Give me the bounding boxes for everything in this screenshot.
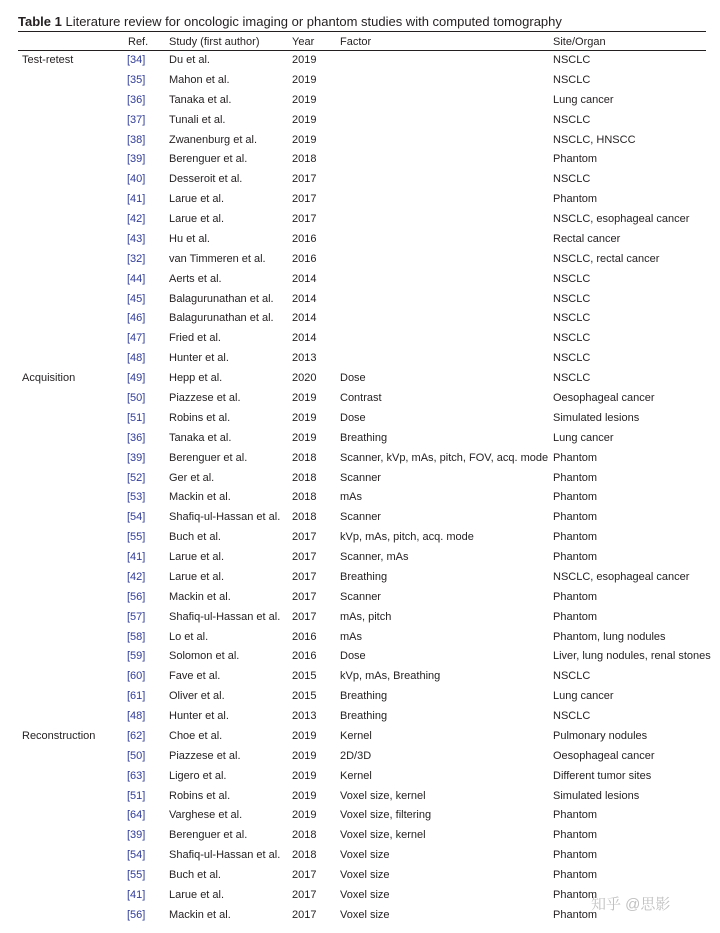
row-site: NSCLC (553, 710, 591, 722)
row-study: Mackin et al. (169, 590, 231, 603)
row-ref-link[interactable]: [48] (127, 352, 146, 365)
row-ref-link[interactable]: [32] (127, 252, 146, 265)
row-year: 2014 (292, 292, 317, 305)
row-factor: Kernel (340, 729, 372, 742)
row-site: NSCLC (553, 312, 591, 325)
row-year: 2019 (292, 431, 317, 444)
row-ref-link[interactable]: [38] (127, 133, 146, 146)
row-ref-link[interactable]: [51] (127, 789, 146, 802)
row-ref-link[interactable]: [63] (127, 769, 146, 782)
row-study: Tanaka et al. (169, 93, 232, 106)
row-site: NSCLC, rectal cancer (553, 252, 660, 265)
row-site: NSCLC (553, 54, 591, 66)
row-year: 2013 (292, 352, 317, 365)
column-header-study: Study (first author) (169, 36, 260, 48)
table-header-rule (18, 50, 706, 51)
row-year: 2017 (292, 590, 317, 603)
row-ref-link[interactable]: [50] (127, 392, 146, 404)
row-ref-link[interactable]: [64] (127, 809, 146, 822)
row-site: NSCLC (553, 173, 591, 186)
row-factor: Scanner (340, 471, 381, 484)
row-site: Liver, lung nodules, renal stones (553, 650, 711, 663)
row-factor: kVp, mAs, pitch, acq. mode (340, 531, 474, 544)
row-factor: Scanner, mAs (340, 551, 409, 563)
row-study: Larue et al. (169, 570, 225, 583)
row-site: Phantom (553, 491, 598, 504)
row-study: Larue et al. (169, 889, 225, 901)
row-study: Berenguer et al. (169, 829, 248, 842)
row-site: NSCLC (553, 372, 591, 385)
row-year: 2020 (292, 372, 317, 385)
row-year: 2016 (292, 630, 317, 643)
row-study: Mackin et al. (169, 908, 231, 921)
row-ref-link[interactable]: [40] (127, 173, 146, 186)
table-caption (18, 13, 562, 30)
row-year: 2019 (292, 809, 317, 822)
row-ref-link[interactable]: [41] (127, 889, 146, 901)
row-year: 2014 (292, 312, 317, 325)
row-site: Phantom (553, 829, 598, 842)
row-factor: mAs (340, 630, 362, 643)
row-site: Lung cancer (553, 93, 614, 106)
row-year: 2018 (292, 451, 317, 464)
table-top-rule (18, 31, 706, 32)
row-factor: Voxel size, filtering (340, 809, 432, 822)
row-study: Buch et al. (169, 869, 221, 882)
row-study: Balagurunathan et al. (169, 292, 274, 305)
row-year: 2018 (292, 849, 317, 862)
row-site: Rectal cancer (553, 232, 621, 245)
row-site: Phantom (553, 590, 598, 603)
row-site: Lung cancer (553, 431, 614, 444)
row-year: 2019 (292, 729, 317, 742)
column-header-site: Site/Organ (553, 36, 606, 48)
row-factor: Kernel (340, 769, 372, 782)
row-ref-link[interactable]: [48] (127, 710, 146, 722)
row-factor: Scanner (340, 590, 381, 603)
column-header-year: Year (292, 36, 315, 48)
row-study: Berenguer et al. (169, 451, 248, 464)
row-site: Phantom (553, 511, 598, 524)
row-study: Hunter et al. (169, 352, 229, 365)
row-study: Zwanenburg et al. (169, 133, 258, 146)
row-group-label: Reconstruction (22, 729, 96, 742)
row-site: Phantom (553, 531, 598, 544)
row-site: NSCLC (553, 73, 591, 86)
row-study: Piazzese et al. (169, 749, 241, 762)
row-year: 2017 (292, 908, 317, 921)
row-ref-link[interactable]: [46] (127, 312, 146, 325)
row-site: Phantom (553, 551, 598, 563)
row-study: Varghese et al. (169, 809, 243, 822)
row-year: 2018 (292, 829, 317, 842)
row-study: Tanaka et al. (169, 431, 232, 444)
row-year: 2016 (292, 232, 317, 245)
row-group-label: Test-retest (22, 54, 74, 66)
row-ref-link[interactable]: [39] (127, 451, 146, 464)
row-site: Phantom (553, 451, 598, 464)
row-factor: Voxel size, kernel (340, 789, 426, 802)
row-ref-link[interactable]: [39] (127, 829, 146, 842)
row-factor: Dose (340, 372, 366, 385)
row-site: Phantom (553, 869, 598, 882)
row-ref-link[interactable]: [54] (127, 849, 146, 862)
row-year: 2019 (292, 769, 317, 782)
row-year: 2015 (292, 670, 317, 683)
row-study: Ger et al. (169, 471, 215, 484)
row-year: 2019 (292, 789, 317, 802)
row-factor: Contrast (340, 392, 382, 404)
row-study: Hu et al. (169, 232, 210, 245)
row-factor: Voxel size, kernel (340, 829, 426, 842)
row-site: NSCLC (553, 272, 591, 285)
row-year: 2018 (292, 511, 317, 524)
row-site: NSCLC, HNSCC (553, 133, 636, 146)
row-study: Larue et al. (169, 551, 225, 563)
row-year: 2019 (292, 411, 317, 424)
row-ref-link[interactable]: [53] (127, 491, 146, 504)
row-ref-link[interactable]: [41] (127, 551, 146, 563)
row-ref-link[interactable]: [54] (127, 511, 146, 524)
row-study: Piazzese et al. (169, 392, 241, 404)
row-year: 2014 (292, 332, 317, 345)
row-factor: 2D/3D (340, 749, 372, 762)
row-site: Phantom (553, 889, 598, 901)
row-ref-link[interactable]: [43] (127, 232, 146, 245)
row-year: 2016 (292, 252, 317, 265)
row-site: Simulated lesions (553, 411, 640, 424)
table-caption-label: Table 1 (18, 14, 62, 29)
row-factor: Voxel size (340, 889, 390, 901)
row-site: NSCLC, esophageal cancer (553, 570, 690, 583)
row-ref-link[interactable]: [36] (127, 431, 146, 444)
row-factor: kVp, mAs, Breathing (340, 670, 441, 683)
row-site: NSCLC (553, 292, 591, 305)
row-study: Buch et al. (169, 531, 221, 544)
row-ref-link[interactable]: [55] (127, 531, 146, 544)
row-study: Hepp et al. (169, 372, 223, 385)
row-factor: Breathing (340, 431, 388, 444)
row-ref-link[interactable]: [49] (127, 372, 146, 385)
row-ref-link[interactable]: [42] (127, 213, 146, 225)
row-study: Berenguer et al. (169, 153, 248, 166)
row-year: 2017 (292, 531, 317, 544)
row-ref-link[interactable]: [39] (127, 153, 146, 166)
row-study: Ligero et al. (169, 769, 227, 782)
row-ref-link[interactable]: [55] (127, 869, 146, 882)
row-site: NSCLC (553, 113, 591, 126)
row-study: Mahon et al. (169, 73, 230, 86)
row-year: 2017 (292, 193, 317, 206)
row-study: Choe et al. (169, 729, 223, 742)
row-year: 2016 (292, 650, 317, 663)
row-site: NSCLC (553, 352, 591, 365)
row-site: Pulmonary nodules (553, 729, 648, 742)
row-site: Oesophageal cancer (553, 749, 655, 762)
row-study: van Timmeren et al. (169, 252, 266, 265)
row-factor: mAs (340, 491, 362, 504)
row-ref-link[interactable]: [41] (127, 193, 146, 206)
row-year: 2017 (292, 610, 317, 623)
row-site: Phantom (553, 471, 598, 484)
row-factor: Voxel size (340, 869, 390, 882)
row-ref-link[interactable]: [61] (127, 690, 146, 703)
row-study: Desseroit et al. (169, 173, 243, 186)
row-year: 2015 (292, 690, 317, 703)
row-ref-link[interactable]: [58] (127, 630, 146, 643)
row-year: 2018 (292, 471, 317, 484)
row-year: 2013 (292, 710, 317, 722)
row-ref-link[interactable]: [36] (127, 93, 146, 106)
row-study: Robins et al. (169, 411, 231, 424)
row-factor: Dose (340, 650, 366, 663)
row-site: Phantom (553, 153, 598, 166)
row-ref-link[interactable]: [37] (127, 113, 146, 126)
row-year: 2019 (292, 113, 317, 126)
column-header-ref: Ref. (128, 36, 149, 48)
row-site: Phantom (553, 849, 598, 862)
row-year: 2017 (292, 869, 317, 882)
row-factor: Scanner (340, 511, 381, 524)
row-ref-link[interactable]: [35] (127, 73, 146, 86)
row-factor: mAs, pitch (340, 610, 392, 623)
row-ref-link[interactable]: [52] (127, 471, 146, 484)
row-site: Phantom, lung nodules (553, 630, 666, 643)
row-year: 2014 (292, 272, 317, 285)
row-ref-link[interactable]: [56] (127, 590, 146, 603)
row-study: Tunali et al. (169, 113, 226, 126)
row-study: Larue et al. (169, 213, 225, 225)
row-factor: Voxel size (340, 849, 390, 862)
row-ref-link[interactable]: [50] (127, 749, 146, 762)
row-site: NSCLC (553, 332, 591, 345)
row-site: NSCLC, esophageal cancer (553, 213, 690, 225)
row-site: Phantom (553, 610, 598, 623)
row-year: 2018 (292, 153, 317, 166)
row-year: 2017 (292, 173, 317, 186)
row-site: NSCLC (553, 670, 591, 683)
row-study: Solomon et al. (169, 650, 240, 663)
row-ref-link[interactable]: [56] (127, 908, 146, 921)
row-ref-link[interactable]: [60] (127, 670, 146, 683)
row-year: 2017 (292, 570, 317, 583)
row-study: Fried et al. (169, 332, 221, 345)
row-factor: Breathing (340, 690, 388, 703)
row-ref-link[interactable]: [62] (127, 729, 146, 742)
row-year: 2018 (292, 491, 317, 504)
row-site: Phantom (553, 193, 598, 206)
row-study: Balagurunathan et al. (169, 312, 274, 325)
row-study: Mackin et al. (169, 491, 231, 504)
row-study: Aerts et al. (169, 272, 222, 285)
row-site: Lung cancer (553, 690, 614, 703)
row-ref-link[interactable]: [59] (127, 650, 146, 663)
row-ref-link[interactable]: [34] (127, 54, 146, 66)
row-ref-link[interactable]: [44] (127, 272, 146, 285)
row-site: Simulated lesions (553, 789, 640, 802)
row-ref-link[interactable]: [47] (127, 332, 146, 345)
row-ref-link[interactable]: [45] (127, 292, 146, 305)
table-caption-text: Literature review for oncologic imaging or phantom studies with computed tomography (65, 14, 562, 29)
row-year: 2017 (292, 551, 317, 563)
row-site: Phantom (553, 809, 598, 822)
row-factor: Breathing (340, 710, 388, 722)
watermark: 知乎 @思影 (591, 896, 671, 913)
row-ref-link[interactable]: [42] (127, 570, 146, 583)
row-factor: Scanner, kVp, mAs, pitch, FOV, acq. mode (340, 451, 549, 464)
row-study: Robins et al. (169, 789, 231, 802)
row-year: 2019 (292, 73, 317, 86)
row-year: 2019 (292, 749, 317, 762)
row-year: 2019 (292, 133, 317, 146)
row-site: Phantom (553, 908, 598, 921)
row-study: Fave et al. (169, 670, 221, 683)
row-ref-link[interactable]: [51] (127, 411, 146, 424)
row-study: Du et al. (169, 54, 210, 66)
row-study: Hunter et al. (169, 710, 229, 722)
row-factor: Breathing (340, 570, 388, 583)
row-factor: Voxel size (340, 908, 390, 921)
row-site: Oesophageal cancer (553, 392, 655, 404)
row-factor: Dose (340, 411, 366, 424)
row-study: Larue et al. (169, 193, 225, 206)
row-study: Shafiq-ul-Hassan et al. (169, 610, 281, 623)
row-group-label: Acquisition (22, 372, 76, 385)
row-site: Different tumor sites (553, 769, 652, 782)
row-year: 2019 (292, 392, 317, 404)
row-ref-link[interactable]: [57] (127, 610, 146, 623)
column-header-factor: Factor (340, 36, 372, 48)
row-year: 2019 (292, 54, 317, 66)
row-study: Shafiq-ul-Hassan et al. (169, 849, 281, 862)
row-study: Lo et al. (169, 630, 209, 643)
row-study: Shafiq-ul-Hassan et al. (169, 511, 281, 524)
row-study: Oliver et al. (169, 690, 225, 703)
row-year: 2017 (292, 889, 317, 901)
row-year: 2019 (292, 93, 317, 106)
row-year: 2017 (292, 213, 317, 225)
